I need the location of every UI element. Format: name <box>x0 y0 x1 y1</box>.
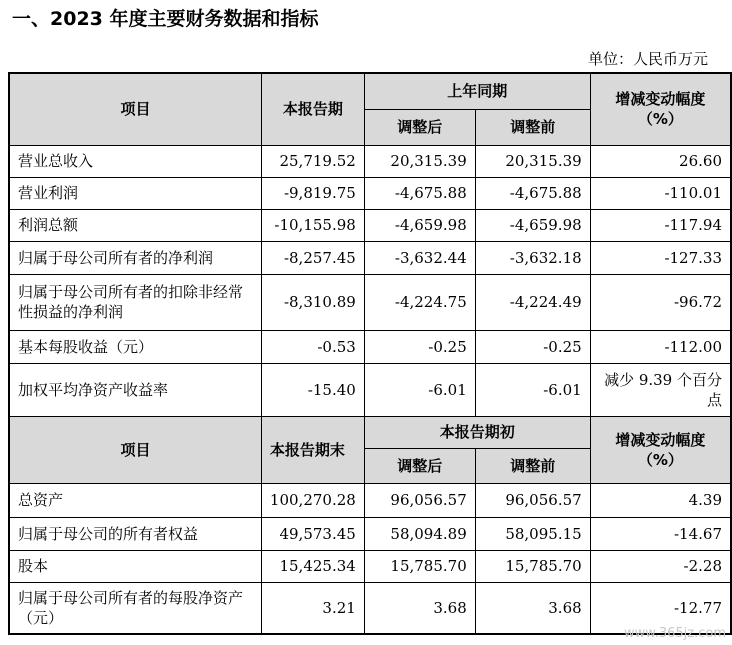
cell-adjusted-before: 3.68 <box>475 582 590 634</box>
cell-current: -9,819.75 <box>261 177 364 209</box>
header-adjusted-after: 调整后 <box>364 448 475 483</box>
cell-adjusted-after: -0.25 <box>364 330 475 363</box>
cell-adjusted-after: -6.01 <box>364 363 475 416</box>
watermark: www.365jz.com <box>624 626 726 641</box>
cell-change: -112.00 <box>590 330 731 363</box>
row-label: 基本每股收益（元） <box>9 330 261 363</box>
cell-adjusted-after: -4,224.75 <box>364 274 475 330</box>
cell-adjusted-after: -4,675.88 <box>364 177 475 209</box>
cell-adjusted-before: 20,315.39 <box>475 145 590 177</box>
cell-change: 26.60 <box>590 145 731 177</box>
header-change <box>590 73 731 145</box>
header-period-start: 本报告期初 <box>364 416 590 448</box>
cell-current: 15,425.34 <box>261 550 364 582</box>
cell-change: -117.94 <box>590 209 731 241</box>
header-change-line1: 增减变动幅度 <box>615 430 706 449</box>
table-row <box>9 363 731 416</box>
table-header-row <box>9 416 731 448</box>
table-row <box>9 550 731 582</box>
cell-current: -15.40 <box>261 363 364 416</box>
header-change-line2: （%） <box>637 450 683 469</box>
row-label: 利润总额 <box>9 209 261 241</box>
header-adjusted-after: 调整后 <box>364 109 475 145</box>
table-row <box>9 517 731 550</box>
cell-adjusted-before: -3,632.18 <box>475 241 590 274</box>
header-change-line1: 增减变动幅度 <box>615 90 706 109</box>
cell-adjusted-after: -4,659.98 <box>364 209 475 241</box>
table-row <box>9 582 731 634</box>
cell-change: -2.28 <box>590 550 731 582</box>
cell-adjusted-after: 20,315.39 <box>364 145 475 177</box>
table-header-row <box>9 73 731 109</box>
row-label: 股本 <box>9 550 261 582</box>
header-item: 项目 <box>9 73 261 145</box>
cell-change: 减少 9.39 个百分点 <box>590 363 731 416</box>
row-label: 归属于母公司所有者的每股净资产（元） <box>9 582 261 634</box>
cell-adjusted-before: 58,095.15 <box>475 517 590 550</box>
cell-adjusted-before: 15,785.70 <box>475 550 590 582</box>
cell-adjusted-before: -4,675.88 <box>475 177 590 209</box>
table-row <box>9 177 731 209</box>
row-label: 加权平均净资产收益率 <box>9 363 261 416</box>
financial-data-table <box>8 72 732 635</box>
row-label: 营业利润 <box>9 177 261 209</box>
cell-adjusted-after: 58,094.89 <box>364 517 475 550</box>
header-period-end: 本报告期末 <box>261 416 364 483</box>
table-row <box>9 274 731 330</box>
header-adjusted-before: 调整前 <box>475 109 590 145</box>
cell-adjusted-before: -6.01 <box>475 363 590 416</box>
cell-adjusted-before: -4,224.49 <box>475 274 590 330</box>
header-item: 项目 <box>9 416 261 483</box>
cell-current: -10,155.98 <box>261 209 364 241</box>
row-label: 营业总收入 <box>9 145 261 177</box>
table-row <box>9 241 731 274</box>
table-row <box>9 483 731 517</box>
cell-adjusted-before: 96,056.57 <box>475 483 590 517</box>
cell-current: -8,257.45 <box>261 241 364 274</box>
cell-change: -12.77 <box>590 582 731 634</box>
cell-adjusted-before: -4,659.98 <box>475 209 590 241</box>
table-row <box>9 209 731 241</box>
table-row <box>9 330 731 363</box>
cell-change: -127.33 <box>590 241 731 274</box>
header-change-line2: （%） <box>637 110 683 129</box>
header-adjusted-before: 调整前 <box>475 448 590 483</box>
row-label: 归属于母公司的所有者权益 <box>9 517 261 550</box>
header-current-period: 本报告期 <box>261 73 364 145</box>
row-label: 归属于母公司所有者的扣除非经常性损益的净利润 <box>9 274 261 330</box>
cell-change: -96.72 <box>590 274 731 330</box>
cell-change: -14.67 <box>590 517 731 550</box>
section-title: 一、2023 年度主要财务数据和指标 <box>12 8 319 30</box>
cell-current: 49,573.45 <box>261 517 364 550</box>
table-row <box>9 145 731 177</box>
row-label: 总资产 <box>9 483 261 517</box>
cell-current: 3.21 <box>261 582 364 634</box>
cell-current: -0.53 <box>261 330 364 363</box>
cell-adjusted-after: 96,056.57 <box>364 483 475 517</box>
unit-label: 单位：人民币万元 <box>587 50 708 68</box>
cell-adjusted-after: -3,632.44 <box>364 241 475 274</box>
cell-current: 25,719.52 <box>261 145 364 177</box>
row-label: 归属于母公司所有者的净利润 <box>9 241 261 274</box>
cell-current: -8,310.89 <box>261 274 364 330</box>
cell-current: 100,270.28 <box>261 483 364 517</box>
header-prior-year: 上年同期 <box>364 73 590 109</box>
header-change <box>590 416 731 483</box>
cell-change: 4.39 <box>590 483 731 517</box>
cell-adjusted-after: 15,785.70 <box>364 550 475 582</box>
cell-adjusted-after: 3.68 <box>364 582 475 634</box>
cell-adjusted-before: -0.25 <box>475 330 590 363</box>
cell-change: -110.01 <box>590 177 731 209</box>
